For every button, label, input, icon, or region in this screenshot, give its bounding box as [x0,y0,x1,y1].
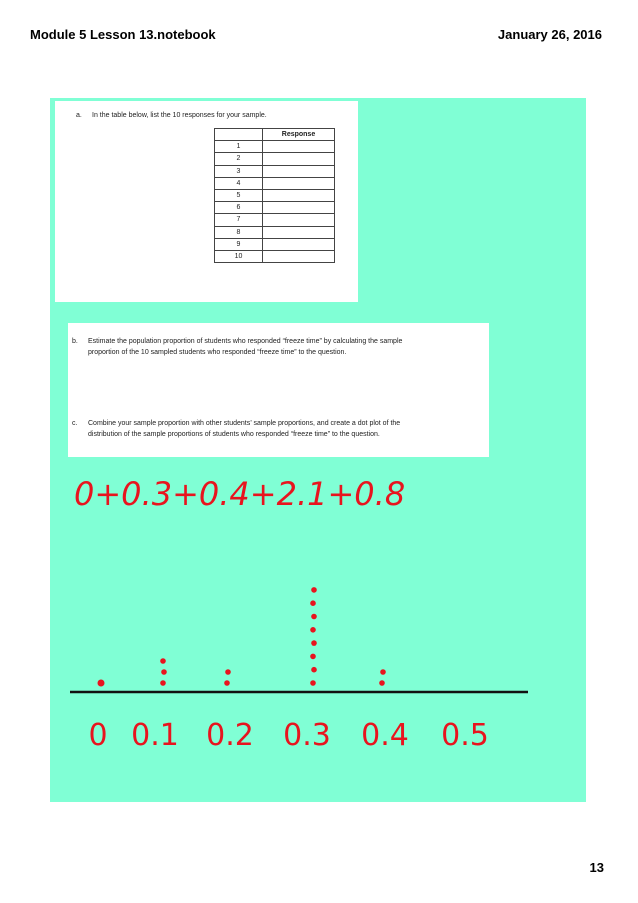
dot-plot-dot [161,669,167,675]
tick-label: 0 [88,718,108,753]
dot-plot-dot [380,669,386,675]
part-b-label: b. [72,338,78,345]
part-b-text-line2: proportion of the 10 sampled students who responded “freeze time” to the question. [88,349,347,356]
part-c-label: c. [72,420,78,427]
dot-plot-dot [311,614,317,620]
notebook-title: Module 5 Lesson 13.notebook [30,27,216,42]
dot-plot-dot [311,640,317,646]
tick-label: 0.4 [361,718,409,753]
row-number: 4 [215,177,263,189]
dot-plot-dot [310,654,316,660]
row-number: 7 [215,214,263,226]
row-number: 6 [215,202,263,214]
dot-plot-dot [224,680,230,686]
dot-plot-dot [379,680,385,686]
dot-plot-dots [98,587,386,686]
dot-plot-dot [310,627,316,633]
tick-label: 0.5 [441,718,489,753]
response-column-header: Response [263,129,335,141]
row-number: 9 [215,238,263,250]
part-c-text-line2: distribution of the sample proportions of students who responded “freeze time” to the question. [88,431,380,438]
dot-plot-dot [160,658,166,664]
handwritten-expression: 0+0.3+0.4+2.1+0.8 [74,475,406,513]
dot-plot-dot [311,667,317,673]
row-number: 10 [215,250,263,262]
dot-plot-dot [310,600,316,606]
tick-label: 0.3 [283,718,331,753]
page-date: January 26, 2016 [497,27,602,42]
dot-plot-dot [98,680,105,687]
row-number: 8 [215,226,263,238]
dot-plot-dot [310,680,316,686]
dot-plot-tick-labels [88,718,488,753]
dot-plot-dot [225,669,231,675]
dot-plot-dot [311,587,317,593]
row-number: 2 [215,153,263,165]
row-number: 3 [215,165,263,177]
part-a-label: a. [76,112,82,119]
tick-label: 0.2 [206,718,254,753]
dot-plot-dot [160,680,166,686]
part-a-instruction: In the table below, list the 10 responses for your sample. [92,112,267,119]
row-number: 1 [215,141,263,153]
page-number: 13 [589,860,604,875]
tick-label: 0.1 [131,718,179,753]
part-c-text-line1: Combine your sample proportion with other students’ sample proportions, and create a dot plot of the [88,420,401,427]
row-number: 5 [215,189,263,201]
part-b-text-line1: Estimate the population proportion of students who responded “freeze time” by calculating the sample [88,338,403,345]
